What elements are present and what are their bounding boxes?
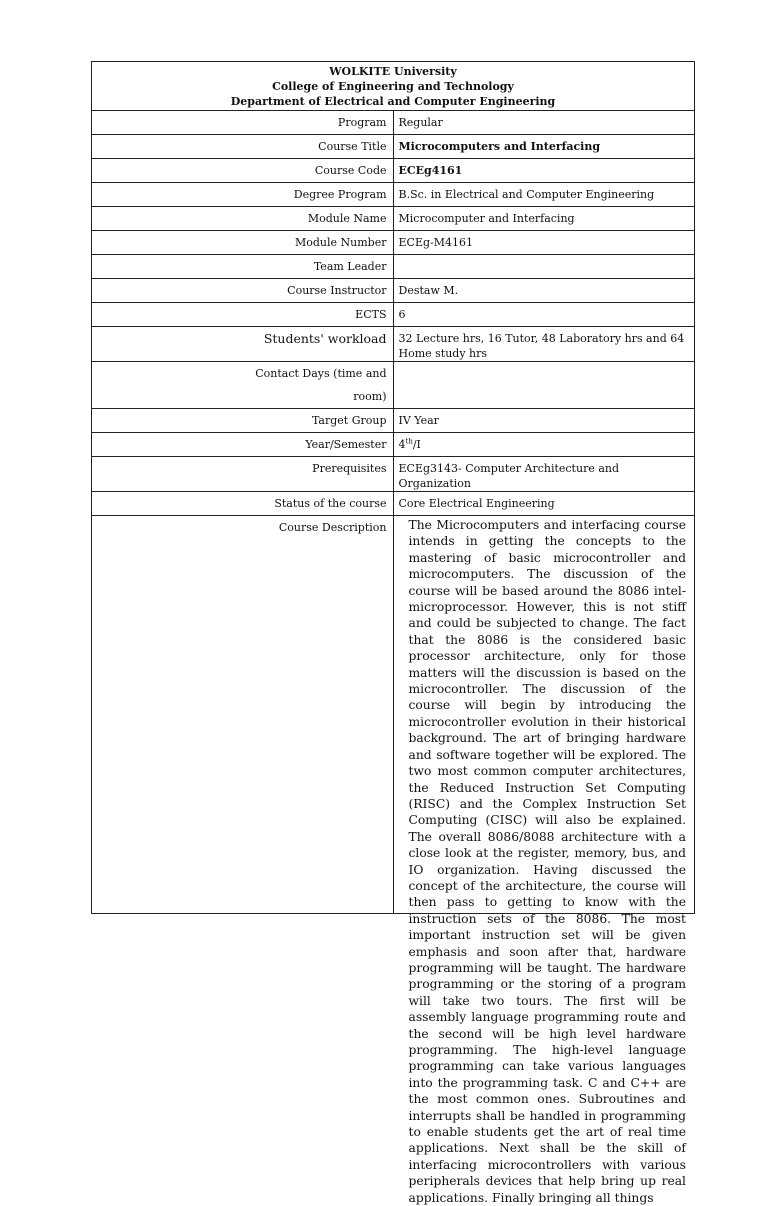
row-contact-days (92, 362, 695, 409)
year-number: 4 (398, 438, 406, 451)
status-label: Status of the course (92, 492, 394, 516)
team-leader-value (393, 255, 695, 279)
target-group-label: Target Group (92, 409, 394, 433)
year-semester-label: Year/Semester (92, 433, 394, 457)
course-description-label: Course Description (92, 516, 394, 914)
ects-label: ECTS (92, 303, 394, 327)
students-workload-label: Students' workload (92, 327, 394, 362)
row-module-name (92, 207, 695, 231)
row-target-group (92, 409, 695, 433)
row-degree-program (92, 183, 695, 207)
row-team-leader (92, 255, 695, 279)
row-course-code (92, 159, 695, 183)
prerequisites-label: Prerequisites (92, 457, 394, 492)
semester-part: /I (412, 438, 421, 451)
module-number-value: ECEg-M4161 (393, 231, 695, 255)
module-name-label: Module Name (92, 207, 394, 231)
status-value: Core Electrical Engineering (393, 492, 695, 516)
ects-value: 6 (393, 303, 695, 327)
course-description-text: The Microcomputers and interfacing course intends in getting the concepts to the mastering of basic microcontroller and microcomputers. The discussion of the course will be based around the 8086 intel-microprocessor. However, this is not stiff and could be subjected to change. The fact that the 8086 is the considered basic processor architecture, only for those matters will the discussion is based on the microcontroller. The discussion of the course will begin by introducing the microcontroller evolution in their historical background. The art of bringing hardware and software together will be explored. The two most common computer architectures, the Reduced Instruction Set Computing (RISC) and the Complex Instruction Set Computing (CISC) will also be explained. The overall 8086/8088 architecture with a close look at the register, memory, bus, and IO organization. Having discussed the concept of the architecture, the course will then pass to getting to know with the instruction sets of the 8086. The most important instruction set will be given emphasis and soon after that, hardware programming will be taught. The hardware programming or the storing of a program will take two tours. The first will be assembly language programming route and the second will be high level hardware programming. The high-level language programming can take various languages into the programming task. C and C++ are the most common ones. Subroutines and interrupts shall be handled in programming to enable students get the art of real time applications. Next shall be the skill of interfacing microcontrollers with various peripherals devices that help bring up real applications. Finally bringing all things (408, 518, 686, 1205)
contact-days-label (92, 362, 394, 409)
header-cell (92, 62, 695, 111)
year-semester-value (393, 433, 695, 457)
row-status (92, 492, 695, 516)
row-program (92, 111, 695, 135)
program-value: Regular (393, 111, 695, 135)
course-title-label: Course Title (92, 135, 394, 159)
row-prerequisites (92, 457, 695, 492)
contact-days-label-line2: room) (353, 390, 387, 403)
row-course-description (92, 516, 695, 914)
program-label: Program (92, 111, 394, 135)
course-info-table (91, 61, 695, 1205)
module-number-label: Module Number (92, 231, 394, 255)
course-instructor-label: Course Instructor (92, 279, 394, 303)
degree-program-label: Degree Program (92, 183, 394, 207)
contact-days-value (393, 362, 695, 409)
module-name-value: Microcomputer and Interfacing (393, 207, 695, 231)
row-year-semester (92, 433, 695, 457)
course-code-value: ECEg4161 (393, 159, 695, 183)
row-ects (92, 303, 695, 327)
target-group-value: IV Year (393, 409, 695, 433)
header-row (92, 62, 695, 111)
course-code-label: Course Code (92, 159, 394, 183)
row-module-number (92, 231, 695, 255)
prerequisites-value: ECEg3143- Computer Architecture and Organization (393, 457, 695, 492)
students-workload-value: 32 Lecture hrs, 16 Tutor, 48 Laboratory hrs and 64 Home study hrs (393, 327, 695, 362)
year-ordinal-suffix: th (405, 437, 413, 446)
university-name: WOLKITE University (329, 65, 457, 78)
team-leader-label: Team Leader (92, 255, 394, 279)
course-title-value: Microcomputers and Interfacing (393, 135, 695, 159)
row-course-title (92, 135, 695, 159)
contact-days-label-line1: Contact Days (time and (255, 367, 387, 380)
row-course-instructor (92, 279, 695, 303)
college-name: College of Engineering and Technology (272, 80, 514, 93)
course-instructor-value: Destaw M. (393, 279, 695, 303)
row-students-workload (92, 327, 695, 362)
degree-program-value: B.Sc. in Electrical and Computer Engineering (393, 183, 695, 207)
department-name: Department of Electrical and Computer Engineering (230, 95, 556, 108)
course-syllabus-page (91, 61, 695, 1205)
course-description-cell (393, 516, 695, 1205)
